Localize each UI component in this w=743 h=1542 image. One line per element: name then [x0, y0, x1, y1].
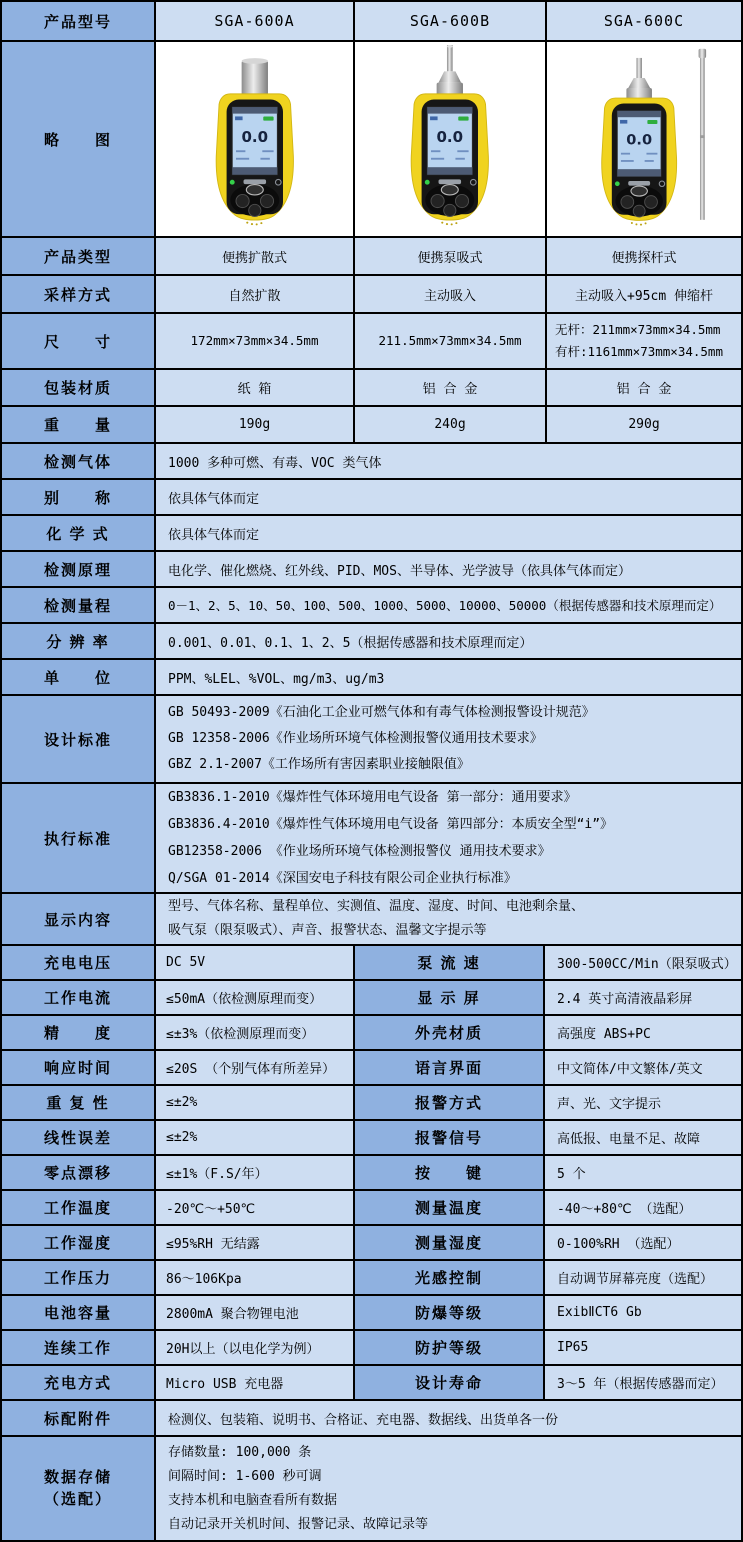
battery-capacity-value: 2800mA 聚合物锂电池 — [156, 1296, 355, 1329]
row-label: 工作温度 — [2, 1191, 156, 1224]
alias-value: 依具体气体而定 — [156, 480, 741, 514]
size-c-with-rod: 有杆:1161mm×73mm×34.5mm — [555, 344, 723, 359]
protection-rating-value: IP65 — [545, 1331, 741, 1364]
device-illustration-c — [559, 45, 728, 233]
size-c-without-rod: 无杆：211mm×73mm×34.5mm — [555, 322, 721, 337]
standard-accessories-value: 检测仪、包装箱、说明书、合格证、充电器、数据线、出货单各一份 — [156, 1401, 741, 1435]
row-detection-range — [2, 588, 741, 624]
row-label: 测量湿度 — [355, 1226, 545, 1259]
row-label: 光感控制 — [355, 1261, 545, 1294]
row-label: 防护等级 — [355, 1331, 545, 1364]
display-content-line: 型号、气体名称、量程单位、实测值、温度、湿度、时间、电池剩余量、 — [168, 899, 585, 914]
accuracy-value: ≤±3%（依检测原理而变） — [156, 1016, 355, 1049]
row-label: 检测气体 — [2, 444, 156, 478]
storage-interval-line: 间隔时间: 1-600 秒可调 — [168, 1468, 322, 1484]
row-label: 采样方式 — [2, 276, 156, 312]
units-value: PPM、%LEL、%VOL、mg/m3、ug/m3 — [156, 660, 741, 694]
zero-drift-value: ≤±1%（F.S/年） — [156, 1156, 355, 1189]
display-content-line: 吸气泵（限泵吸式）、声音、报警状态、温馨文字提示等 — [168, 923, 487, 938]
model-name-sga-600b: SGA-600B — [355, 2, 547, 40]
design-life-value: 3～5 年（根据传感器而定） — [545, 1366, 741, 1399]
type-b: 便携泵吸式 — [355, 238, 547, 274]
data-storage-label: 数据存储 — [43, 1468, 112, 1486]
continuous-work-value: 20H以上（以电化学为例） — [156, 1331, 355, 1364]
row-label: 标配附件 — [2, 1401, 156, 1435]
row-units — [2, 660, 741, 696]
row-label: 单 位 — [2, 660, 156, 694]
size-a: 172mm×73mm×34.5mm — [156, 314, 355, 368]
header-model-label: 产品型号 — [2, 2, 156, 40]
row-data-storage — [2, 1437, 741, 1540]
row-linearity-alarm-signal — [2, 1121, 741, 1156]
header-row — [2, 2, 741, 42]
row-label: 检测量程 — [2, 588, 156, 622]
row-label: 别 称 — [2, 480, 156, 514]
row-label: 测量温度 — [355, 1191, 545, 1224]
row-working-humidity-measure-humidity — [2, 1226, 741, 1261]
row-label: 包装材质 — [2, 370, 156, 405]
row-label: 连续工作 — [2, 1331, 156, 1364]
type-a: 便携扩散式 — [156, 238, 355, 274]
row-label: 报警信号 — [355, 1121, 545, 1154]
row-label: 报警方式 — [355, 1086, 545, 1119]
housing-material-value: 高强度 ABS+PC — [545, 1016, 741, 1049]
sampling-b: 主动吸入 — [355, 276, 547, 312]
row-resolution — [2, 624, 741, 660]
working-pressure-value: 86～106Kpa — [156, 1261, 355, 1294]
row-sampling-method — [2, 276, 741, 314]
row-accuracy-housing — [2, 1016, 741, 1051]
data-storage-optional-label: （选配） — [43, 1490, 112, 1508]
sketch-row — [2, 42, 741, 238]
pump-rate-value: 300-500CC/Min（限泵吸式） — [545, 946, 741, 979]
chemical-formula-value: 依具体气体而定 — [156, 516, 741, 550]
execution-standard-line: GB3836.1-2010《爆炸性气体环境用电气设备 第一部分：通用要求》 — [168, 790, 577, 805]
sampling-c: 主动吸入+95cm 伸缩杆 — [547, 276, 741, 312]
design-standard-line: GB 50493-2009《石油化工企业可燃气体和有毒气体检测报警设计规范》 — [168, 705, 595, 720]
storage-capacity-line: 存储数量: 100,000 条 — [168, 1444, 312, 1460]
device-illustration-b — [384, 45, 516, 233]
row-working-pressure-light-control — [2, 1261, 741, 1296]
screen-value: 2.4 英寸高清液晶彩屏 — [545, 981, 741, 1014]
row-working-temp-measure-temp — [2, 1191, 741, 1226]
linearity-error-value: ≤±2% — [156, 1121, 355, 1154]
row-label: 泵 流 速 — [355, 946, 545, 979]
row-product-type — [2, 238, 741, 276]
row-response-time-language — [2, 1051, 741, 1086]
row-repeatability-alarm-mode — [2, 1086, 741, 1121]
row-label: 显 示 屏 — [355, 981, 545, 1014]
explosion-proof-value: ExibⅡCT6 Gb — [545, 1296, 741, 1329]
row-label: 按 键 — [355, 1156, 545, 1189]
row-label: 线性误差 — [2, 1121, 156, 1154]
detection-range-value: 0－1、2、5、10、50、100、500、1000、5000、10000、50000（根据传感器和技术原理而定） — [156, 588, 741, 622]
detected-gases-value: 1000 多种可燃、有毒、VOC 类气体 — [156, 444, 741, 478]
row-packing-material — [2, 370, 741, 407]
row-label: 检测原理 — [2, 552, 156, 586]
row-working-current-screen — [2, 981, 741, 1016]
row-label: 工作电流 — [2, 981, 156, 1014]
design-standard-line: GBZ 2.1-2007《工作场所有害因素职业接触限值》 — [168, 757, 470, 772]
row-label: 响应时间 — [2, 1051, 156, 1084]
packing-c: 铝 合 金 — [547, 370, 741, 405]
row-label: 充电方式 — [2, 1366, 156, 1399]
packing-b: 铝 合 金 — [355, 370, 547, 405]
type-c: 便携探杆式 — [547, 238, 741, 274]
sketch-label: 略 图 — [2, 42, 156, 236]
device-photo-sga-600b — [355, 42, 547, 236]
measure-humidity-value: 0-100%RH （选配） — [545, 1226, 741, 1259]
keys-value: 5 个 — [545, 1156, 741, 1189]
storage-autorecord-line: 自动记录开关机时间、报警记录、故障记录等 — [168, 1516, 429, 1532]
size-b: 211.5mm×73mm×34.5mm — [355, 314, 547, 368]
row-label — [2, 1437, 156, 1540]
device-photo-sga-600c — [547, 42, 741, 236]
row-label: 重 复 性 — [2, 1086, 156, 1119]
row-dimensions — [2, 314, 741, 370]
resolution-value: 0.001、0.01、0.1、1、2、5（根据传感器和技术原理而定） — [156, 624, 741, 658]
row-continuous-work-protection — [2, 1331, 741, 1366]
row-label: 精 度 — [2, 1016, 156, 1049]
language-value: 中文简体/中文繁体/英文 — [545, 1051, 741, 1084]
row-label: 执行标准 — [2, 784, 156, 892]
row-detected-gases — [2, 444, 741, 480]
response-time-value: ≤20S （个别气体有所差异） — [156, 1051, 355, 1084]
row-label: 电池容量 — [2, 1296, 156, 1329]
row-label: 重 量 — [2, 407, 156, 442]
row-label: 化 学 式 — [2, 516, 156, 550]
weight-c: 290g — [547, 407, 741, 442]
detection-principle-value: 电化学、催化燃烧、红外线、PID、MOS、半导体、光学波导（依具体气体而定） — [156, 552, 741, 586]
storage-view-line: 支持本机和电脑查看所有数据 — [168, 1492, 338, 1508]
charging-method-value: Micro USB 充电器 — [156, 1366, 355, 1399]
charge-voltage-value: DC 5V — [156, 946, 355, 979]
model-name-sga-600c: SGA-600C — [547, 2, 741, 40]
row-charge-voltage-pump-rate — [2, 946, 741, 981]
device-photo-sga-600a — [156, 42, 355, 236]
row-design-standards — [2, 696, 741, 784]
row-label: 工作压力 — [2, 1261, 156, 1294]
row-label: 防爆等级 — [355, 1296, 545, 1329]
working-temperature-value: -20℃～+50℃ — [156, 1191, 355, 1224]
row-label: 显示内容 — [2, 894, 156, 944]
row-detection-principle — [2, 552, 741, 588]
weight-b: 240g — [355, 407, 547, 442]
telescopic-probe-rod — [699, 49, 707, 220]
sampling-a: 自然扩散 — [156, 276, 355, 312]
measure-temperature-value: -40～+80℃ （选配） — [545, 1191, 741, 1224]
row-label: 设计标准 — [2, 696, 156, 782]
working-current-value: ≤50mA（依检测原理而变） — [156, 981, 355, 1014]
execution-standard-line: Q/SGA 01-2014《深国安电子科技有限公司企业执行标准》 — [168, 871, 517, 886]
row-label: 工作湿度 — [2, 1226, 156, 1259]
model-name-sga-600a: SGA-600A — [156, 2, 355, 40]
weight-a: 190g — [156, 407, 355, 442]
repeatability-value: ≤±2% — [156, 1086, 355, 1119]
row-label: 尺 寸 — [2, 314, 156, 368]
packing-a: 纸 箱 — [156, 370, 355, 405]
row-label: 分 辨 率 — [2, 624, 156, 658]
execution-standard-line: GB12358-2006 《作业场所环境气体检测报警仪 通用技术要求》 — [168, 844, 551, 859]
row-execution-standards — [2, 784, 741, 894]
row-chemical-formula — [2, 516, 741, 552]
row-label: 外壳材质 — [355, 1016, 545, 1049]
row-battery-explosion-proof — [2, 1296, 741, 1331]
design-standard-line: GB 12358-2006《作业场所环境气体检测报警仪通用技术要求》 — [168, 731, 543, 746]
row-alias — [2, 480, 741, 516]
row-label: 产品类型 — [2, 238, 156, 274]
row-zero-drift-keys — [2, 1156, 741, 1191]
execution-standard-line: GB3836.4-2010《爆炸性气体环境用电气设备 第四部分：本质安全型“i”》 — [168, 817, 614, 832]
row-display-content — [2, 894, 741, 946]
row-label: 零点漂移 — [2, 1156, 156, 1189]
working-humidity-value: ≤95%RH 无结露 — [156, 1226, 355, 1259]
device-illustration-a — [189, 45, 321, 233]
row-standard-accessories — [2, 1401, 741, 1437]
row-weight — [2, 407, 741, 444]
row-label: 语言界面 — [355, 1051, 545, 1084]
row-charging-method-design-life — [2, 1366, 741, 1401]
row-label: 设计寿命 — [355, 1366, 545, 1399]
light-control-value: 自动调节屏幕亮度（选配） — [545, 1261, 741, 1294]
row-label: 充电电压 — [2, 946, 156, 979]
alarm-signal-value: 高低报、电量不足、故障 — [545, 1121, 741, 1154]
alarm-mode-value: 声、光、文字提示 — [545, 1086, 741, 1119]
